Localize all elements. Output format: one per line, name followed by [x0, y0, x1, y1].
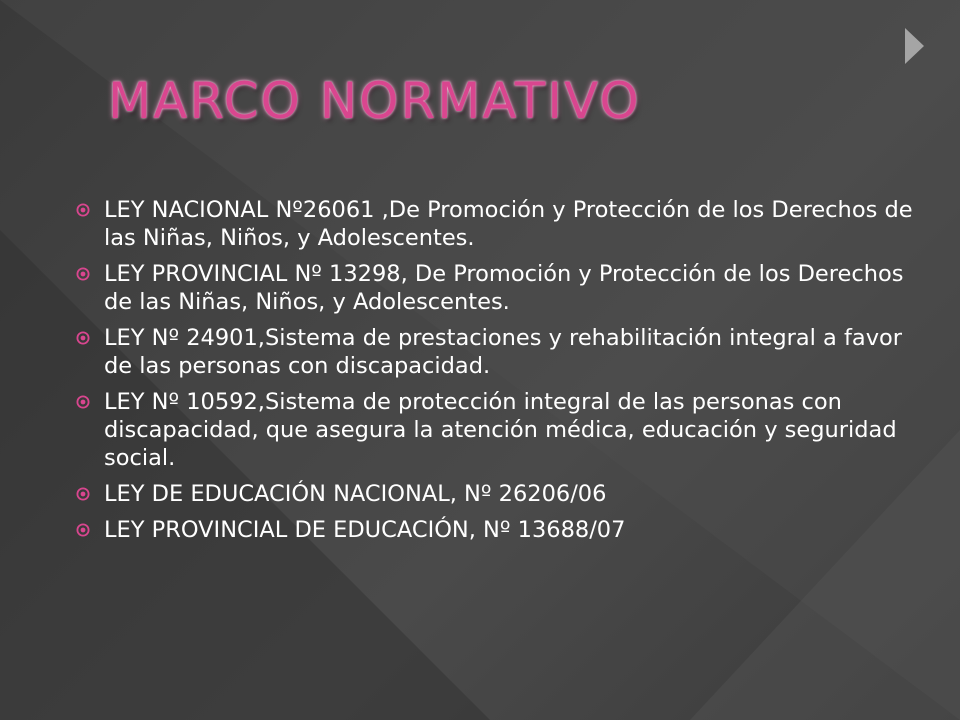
list-item-text: LEY PROVINCIAL DE EDUCACIÓN, Nº 13688/07 — [104, 517, 626, 543]
law-list — [76, 196, 916, 552]
list-item — [76, 388, 916, 472]
list-item — [76, 324, 916, 380]
circled-dot-bullet-icon — [76, 487, 90, 501]
circled-dot-bullet-icon — [76, 267, 90, 281]
list-item-text: LEY NACIONAL Nº26061 ,De Promoción y Protección de los Derechos de las Niñas, Niños, y Adolescentes. — [104, 197, 913, 251]
list-item — [76, 196, 916, 252]
list-item-text: LEY Nº 24901,Sistema de prestaciones y rehabilitación integral a favor de las personas con discapacidad. — [104, 325, 903, 379]
list-item-text: LEY PROVINCIAL Nº 13298, De Promoción y Protección de los Derechos de las Niñas, Niños, y Adolescentes. — [104, 261, 904, 315]
list-item-text: LEY DE EDUCACIÓN NACIONAL, Nº 26206/06 — [104, 481, 607, 507]
list-item — [76, 480, 916, 508]
circled-dot-bullet-icon — [76, 203, 90, 217]
circled-dot-bullet-icon — [76, 523, 90, 537]
list-item-text: LEY Nº 10592,Sistema de protección integral de las personas con discapacidad, que asegura la atención médica, educación y seguridad social. — [104, 389, 897, 471]
circled-dot-bullet-icon — [76, 395, 90, 409]
list-item — [76, 260, 916, 316]
list-item — [76, 516, 916, 544]
slide-title: MARCO NORMATIVO — [108, 72, 641, 130]
circled-dot-bullet-icon — [76, 331, 90, 345]
